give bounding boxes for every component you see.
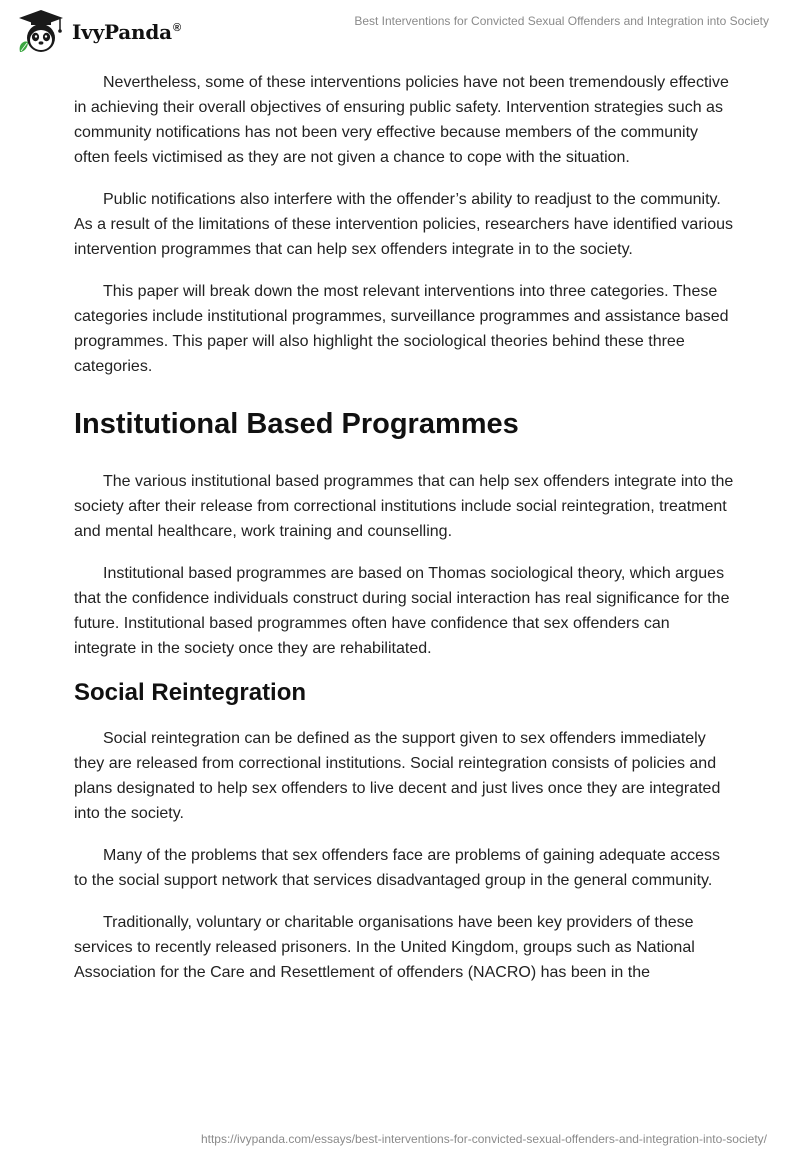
document-title: Best Interventions for Convicted Sexual Offenders and Integration into Society [354, 14, 769, 28]
subsection-heading: Social Reintegration [74, 679, 307, 706]
paragraph: Traditionally, voluntary or charitable organisations have been key providers of these services to recently released prisoners. In the United Kingdom, groups such as National Association for the Care and Resettlement of offenders (NACRO) has been in the [74, 914, 695, 981]
panda-graduate-logo-icon [16, 8, 66, 56]
article-body [74, 70, 734, 1002]
footer-source-url[interactable]: https://ivypanda.com/essays/best-interventions-for-convicted-sexual-offenders-and-integration-into-society/ [200, 1132, 767, 1146]
page-header [0, 0, 800, 64]
paragraph: The various institutional based programmes that can help sex offenders integrate into the society after their release from correctional institutions include social reintegration, treatment and mental healthcare, work training and counselling. [74, 473, 734, 540]
brand-name: IvyPanda® [72, 20, 181, 44]
paragraph: Nevertheless, some of these interventions policies have not been tremendously effective in achieving their overall objectives of ensuring public safety. Intervention strategies such as community notifications has not been very effective because members of the community often feels victimised as they are not given a chance to cope with the situation. [74, 74, 729, 166]
paragraph: Many of the problems that sex offenders face are problems of gaining adequate access to the social support network that services disadvantaged group in the general community. [74, 847, 720, 889]
registered-mark: ® [172, 22, 181, 35]
paragraph: This paper will break down the most relevant interventions into three categories. These categories include institutional programmes, surveillance programmes and assistance based programmes. This paper will also highlight the sociological theories behind these three categories. [74, 283, 729, 375]
paragraph: Social reintegration can be defined as the support given to sex offenders immediately they are released from correctional institutions. Social reintegration consists of policies and plans designated to help sex offenders to live decent and just lives once they are integrated into the society. [74, 730, 721, 822]
paragraph: Public notifications also interfere with the offender’s ability to readjust to the community. As a result of the limitations of these intervention policies, researchers have identified various intervention programmes that can help sex offenders integrate in to the society. [74, 191, 734, 258]
section-heading: Institutional Based Programmes [74, 408, 519, 440]
ivypanda-logo[interactable] [16, 8, 181, 56]
paragraph: Institutional based programmes are based on Thomas sociological theory, which argues that the confidence individuals construct during social interaction has real significance for the future. Institutional based programmes often have confidence that sex offenders can integrate in the society once they are rehabilitated. [74, 565, 730, 657]
